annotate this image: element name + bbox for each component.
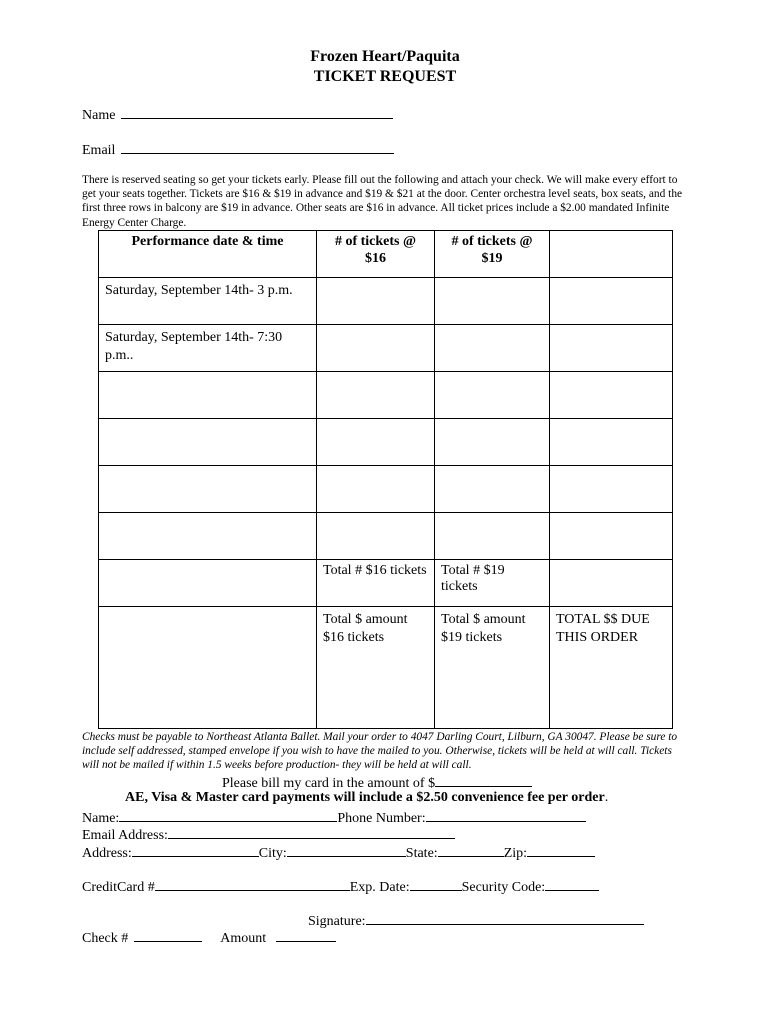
row-extra-cell [550,325,673,372]
performance-cell[interactable] [99,372,317,419]
tickets-19-input[interactable] [435,419,550,466]
name-label: Name [82,108,116,123]
table-row [99,325,673,372]
row-extra-cell [550,372,673,419]
zip-field[interactable] [527,842,595,857]
row-extra-cell [550,419,673,466]
fee-period: . [604,790,609,805]
tickets-16-input[interactable] [317,466,435,513]
total-16-amount[interactable]: Total $ amount $16 tickets [317,607,435,729]
totals-amount-row [99,607,673,729]
name-row [82,104,393,124]
row-extra-cell [550,466,673,513]
intro-paragraph: There is reserved seating so get your tickets early. Please fill out the following and attach your check. We will make every effort to get your seats together. Tickets are $16 & $19 in advance and $19 & $21 at the door. Center orchestra level seats, box seats, and the first three rows in balcony are $19 in advance. Other seats are $16 in advance. All ticket prices include a $2.00 mandated Infinite Energy Center Charge. [82,174,683,229]
header-empty [550,231,673,278]
state-label: State: [405,846,438,861]
email-label: Email [82,143,116,158]
form-subtitle: TICKET REQUEST [313,68,457,85]
performance-cell[interactable] [99,419,317,466]
totals-amount-empty [99,607,317,729]
card-name-label: Name: [82,811,120,826]
city-label: City: [258,846,287,861]
bill-amount-field[interactable] [435,772,532,787]
table-row [99,513,673,560]
bill-card-row [222,772,532,792]
state-field[interactable] [438,842,504,857]
performance-cell: Saturday, September 14th- 7:30 p.m.. [99,325,317,372]
table-header-row [99,231,673,278]
address-label: Address: [82,846,132,861]
tickets-19-input[interactable] [435,466,550,513]
header-tickets-16: # of tickets @ $16 [317,231,435,278]
address-field[interactable] [132,842,259,857]
ticket-table [98,230,673,729]
header-tickets-19: # of tickets @ $19 [435,231,550,278]
table-row [99,278,673,325]
performance-cell[interactable] [99,466,317,513]
tickets-19-input[interactable] [435,278,550,325]
table-row [99,466,673,513]
fee-notice: AE, Visa & Master card payments will include a $2.50 convenience fee per order [125,790,605,805]
card-email-row [82,824,455,844]
total-19-amount[interactable]: Total $ amount $19 tickets [435,607,550,729]
security-label: Security Code: [461,880,546,895]
check-label: Check # [82,931,129,946]
totals-count-empty [99,560,317,607]
card-email-field[interactable] [168,824,455,839]
check-number-field[interactable] [134,927,202,942]
security-field[interactable] [545,876,599,891]
credit-card-row [82,876,599,896]
tickets-19-input[interactable] [435,372,550,419]
row-extra-cell [550,278,673,325]
amount-field[interactable] [276,927,336,942]
performance-cell: Saturday, September 14th- 3 p.m. [99,278,317,325]
exp-field[interactable] [410,876,462,891]
tickets-19-input[interactable] [435,513,550,560]
city-field[interactable] [287,842,406,857]
check-row [82,927,336,947]
total-16-count[interactable]: Total # $16 tickets [317,560,435,607]
email-field[interactable] [121,139,394,154]
row-extra-cell [550,513,673,560]
bill-label: Please bill my card in the amount of $ [222,776,436,791]
totals-count-row [99,560,673,607]
signature-label: Signature: [308,914,366,929]
exp-label: Exp. Date: [349,880,410,895]
zip-label: Zip: [503,846,528,861]
credit-card-label: CreditCard # [82,880,155,895]
tickets-16-input[interactable] [317,325,435,372]
checks-paragraph: Checks must be payable to Northeast Atlanta Ballet. Mail your order to 4047 Darling Court, Lilburn, GA 30047. Please be sure to include self addressed, stamped envelope if you wish to have the mailed to you. Otherwise, tickets will be held at will call. Tickets will not be mailed if within 1.5 weeks before production- they will be held at will call. [82,731,678,772]
name-field[interactable] [121,104,393,119]
form-title: Frozen Heart/Paquita [310,48,460,65]
tickets-16-input[interactable] [317,419,435,466]
table-row [99,419,673,466]
tickets-19-input[interactable] [435,325,550,372]
email-row [82,139,394,159]
tickets-16-input[interactable] [317,278,435,325]
address-row [82,842,595,862]
card-name-field[interactable] [119,807,337,822]
credit-card-field[interactable] [155,876,350,891]
tickets-16-input[interactable] [317,513,435,560]
performance-cell[interactable] [99,513,317,560]
table-row [99,372,673,419]
amount-label: Amount [220,931,267,946]
signature-row [308,910,644,930]
totals-count-extra [550,560,673,607]
total-due[interactable]: TOTAL $$ DUE THIS ORDER [550,607,673,729]
phone-label: Phone Number: [337,811,426,826]
fee-row [125,790,608,806]
header-date-time: Performance date & time [99,231,317,278]
tickets-16-input[interactable] [317,372,435,419]
total-19-count[interactable]: Total # $19 tickets [435,560,550,607]
phone-field[interactable] [426,807,586,822]
card-email-label: Email Address: [82,828,168,843]
signature-field[interactable] [366,910,644,925]
